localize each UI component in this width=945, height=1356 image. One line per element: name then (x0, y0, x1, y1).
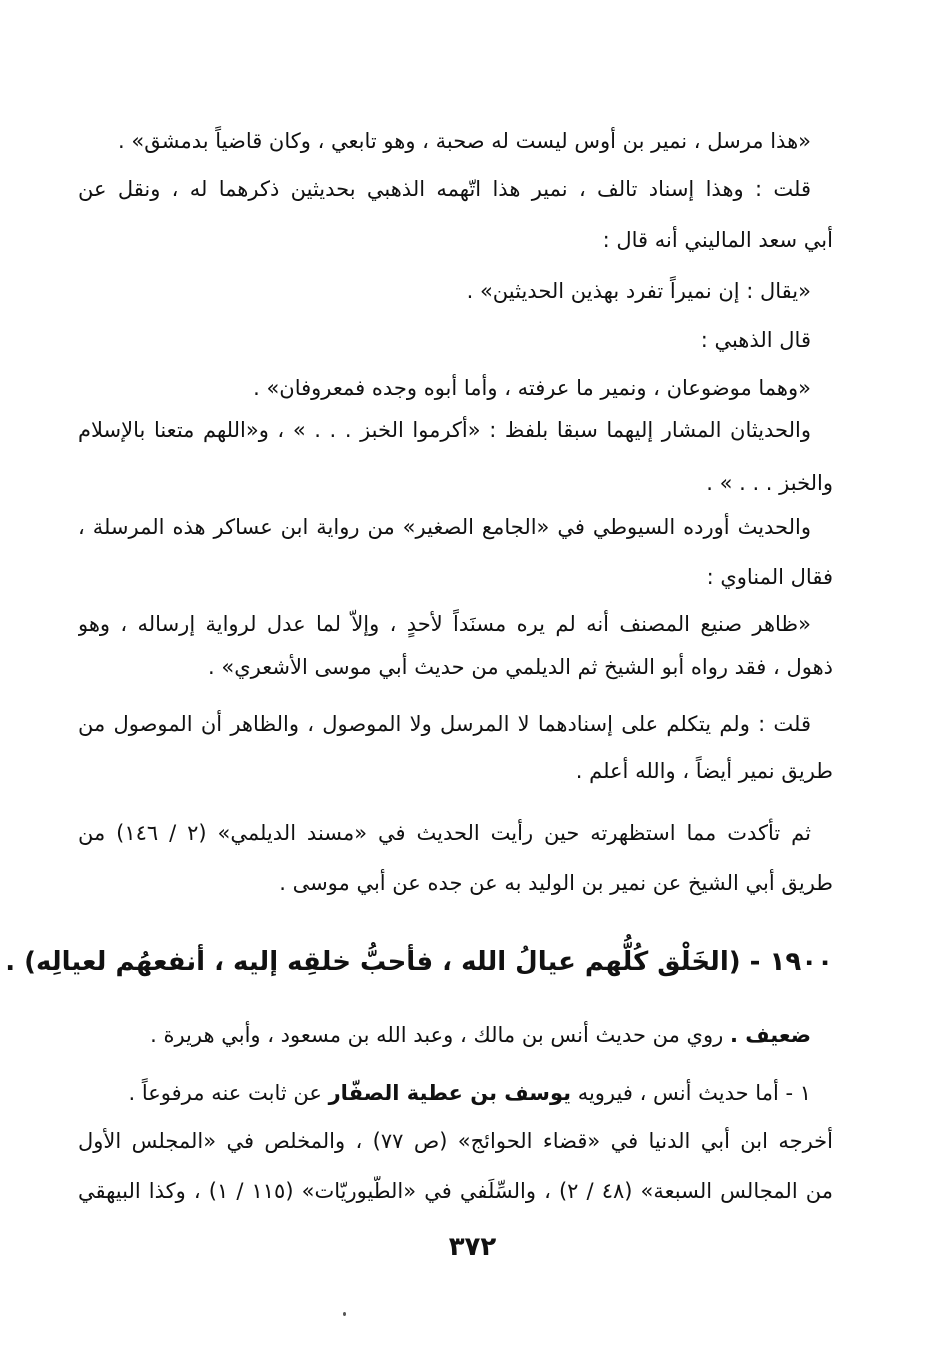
text-line: طريق أبي الشيخ عن نمير بن الوليد به عن جده عن أبي موسى . (279, 871, 833, 895)
text-line: ثم تأكدت مما استظهرته حين رأيت الحديث في «مسند الديلمي» (٢ / ١٤٦) من (78, 821, 811, 845)
text-line: قلت : ولم يتكلم على إسنادهما لا المرسل ولا الموصول ، والظاهر أن الموصول من (78, 712, 811, 736)
page-number: ٣٧٢ (448, 1232, 497, 1262)
text-line: والحديثان المشار إليهما سبقا بلفظ : «أكرموا الخبز . . . » ، و«اللهم متعنا بالإسلام (78, 418, 811, 442)
text-line: والحديث أورده السيوطي في «الجامع الصغير» من رواية ابن عساكر هذه المرسلة ، (78, 515, 811, 539)
scan-speck (343, 1312, 346, 1316)
text-line: والخبز . . . » . (706, 471, 833, 495)
narrator-name: يوسف بن عطية الصفّار (328, 1081, 571, 1105)
point-one-start: ١ - أما حديث أنس ، فيرويه (577, 1081, 811, 1105)
text-line: طريق نمير أيضاً ، والله أعلم . (575, 759, 833, 783)
text-line: «هذا مرسل ، نمير بن أوس ليست له صحبة ، وهو تابعي ، وكان قاضياً بدمشق» . (118, 129, 811, 153)
text-line: أخرجه ابن أبي الدنيا في «قضاء الحوائج» (ص ٧٧) ، والمخلص في «المجلس الأول (78, 1129, 833, 1153)
text-line: فقال المناوي : (706, 565, 833, 589)
text-line: قلت : وهذا إسناد تالف ، نمير هذا اتّهمه الذهبي بحديثين ذكرهما له ، ونقل عن (78, 177, 811, 201)
grade-rest: روي من حديث أنس بن مالك ، وعبد الله بن مسعود ، وأبي هريرة . (150, 1023, 724, 1047)
hadith-heading: ١٩٠٠ - (الخَلْق كُلُّهم عيالُ الله ، فأحبُّ خلقِه إليه ، أنفعهُم لعيالِه) . (5, 947, 833, 977)
point-one-line (129, 1078, 811, 1108)
text-line: «وهما موضوعان ، ونمير ما عرفته ، وأما أبوه وجده فمعروفان» . (253, 376, 811, 400)
text-line: قال الذهبي : (700, 328, 811, 352)
grade-line (150, 1020, 811, 1050)
text-line: «يقال : إن نميراً تفرد بهذين الحديثين» . (466, 279, 811, 303)
point-one-end: عن ثابت عنه مرفوعاً . (128, 1081, 322, 1105)
text-line: أبي سعد الماليني أنه قال : (602, 228, 833, 252)
grade-word: ضعيف . (729, 1023, 811, 1047)
text-line: من المجالس السبعة» (٤٨ / ٢) ، والسِّلَفي في «الطُّيوريّات» (١١٥ / ١) ، وكذا البيهقي (78, 1179, 833, 1203)
text-line: ذهول ، فقد رواه أبو الشيخ ثم الديلمي من حديث أبي موسى الأشعري» . (208, 655, 833, 679)
text-line: «ظاهر صنيع المصنف أنه لم يره مسنَداً لأحدٍ ، وإلاّ لما عدل لرواية إرساله ، وهو (78, 612, 811, 636)
